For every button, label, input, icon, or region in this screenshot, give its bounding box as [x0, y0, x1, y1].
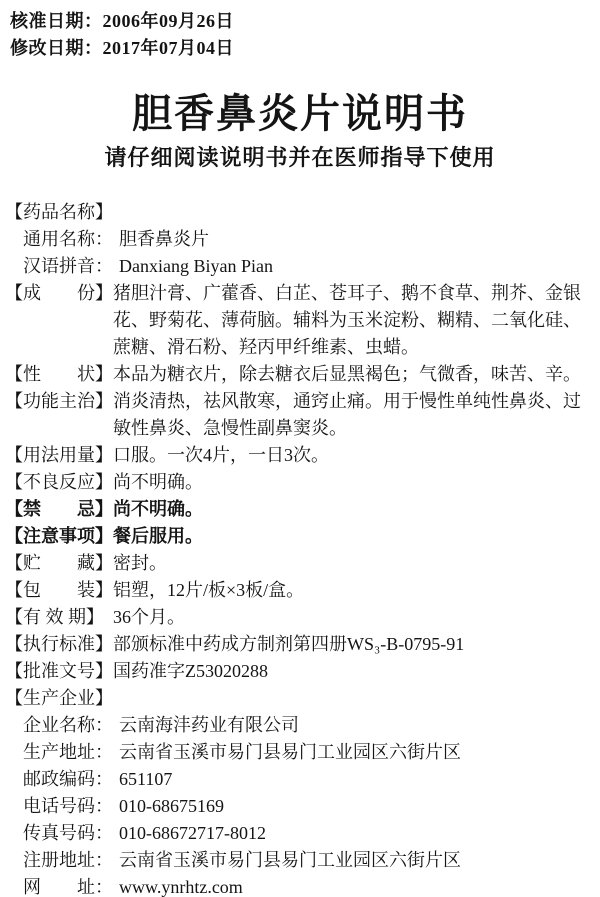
generic-name-value: 胆香鼻炎片: [119, 229, 209, 250]
page-title: 胆香鼻炎片说明书: [132, 92, 468, 136]
subsection-registered-address: [5, 847, 595, 874]
section-contraindications: [5, 496, 595, 523]
date-block: [0, 0, 600, 62]
adverse-reactions-label: 【不良反应】: [5, 472, 113, 493]
registered-address-value: 云南省玉溪市易门县易门工业园区六街片区: [119, 850, 461, 871]
revision-date-value: 2017年07月04日: [102, 38, 234, 58]
storage-label: 【贮 藏】: [5, 553, 113, 574]
section-storage: [5, 550, 595, 577]
packaging-value: 铝塑，12片/板×3板/盒。: [113, 580, 305, 601]
dosage-value: 口服。一次4片，一日3次。: [113, 445, 329, 466]
revision-date-line: [10, 35, 600, 62]
section-ingredients: [5, 280, 595, 361]
subsection-generic-name: [5, 226, 595, 253]
production-address-label: 生产地址：: [23, 742, 113, 763]
section-standard: [5, 631, 595, 658]
leaflet-body: [0, 199, 600, 897]
ingredients-label: 【成 份】: [5, 283, 113, 304]
section-drug-name: [5, 199, 595, 226]
subsection-website: [5, 874, 595, 897]
section-properties: [5, 361, 595, 388]
standard-value: 部颁标准中药成方制剂第四册WS₃-B-0795-91: [113, 634, 465, 655]
section-indications: [5, 388, 595, 442]
contraindications-label: 【禁 忌】: [5, 499, 113, 520]
section-validity: [5, 604, 595, 631]
contraindications-value: 尚不明确。: [113, 499, 203, 520]
section-precautions: [5, 523, 595, 550]
revision-date-label: 修改日期：: [10, 38, 103, 58]
company-name-label: 企业名称：: [23, 715, 113, 736]
indications-label: 【功能主治】: [5, 391, 113, 412]
storage-value: 密封。: [113, 553, 167, 574]
packaging-label: 【包 装】: [5, 580, 113, 601]
subsection-phone: [5, 793, 595, 820]
validity-value: 36个月。: [113, 607, 185, 628]
subsection-company-name: [5, 712, 595, 739]
subsection-production-address: [5, 739, 595, 766]
production-address-value: 云南省玉溪市易门县易门工业园区六街片区: [119, 742, 461, 763]
approval-date-line: [10, 8, 600, 35]
properties-label: 【性 状】: [5, 364, 113, 385]
pinyin-value: Danxiang Biyan Pian: [119, 256, 273, 277]
pinyin-label: 汉语拼音：: [23, 256, 113, 277]
indications-value: 消炎清热，祛风散寒，通窍止痛。用于慢性单纯性鼻炎、过敏性鼻炎、急慢性副鼻窦炎。: [113, 391, 581, 439]
section-adverse-reactions: [5, 469, 595, 496]
precautions-value: 餐后服用。: [113, 526, 203, 547]
subsection-pinyin: [5, 253, 595, 280]
section-packaging: [5, 577, 595, 604]
company-name-value: 云南海沣药业有限公司: [119, 715, 299, 736]
validity-label: 【有 效 期】: [5, 607, 104, 628]
approval-date-value: 2006年09月26日: [102, 11, 234, 31]
adverse-reactions-value: 尚不明确。: [113, 472, 203, 493]
fax-value: 010-68672717-8012: [119, 823, 266, 844]
generic-name-label: 通用名称：: [23, 229, 113, 250]
ingredients-value: 猪胆汁膏、广藿香、白芷、苍耳子、鹅不食草、荆芥、金银花、野菊花、薄荷脑。辅料为玉米淀粉、糊精、二氧化硅、蔗糖、滑石粉、羟丙甲纤维素、虫蜡。: [113, 283, 581, 358]
standard-label: 【执行标准】: [5, 634, 113, 655]
approval-date-label: 核准日期：: [10, 11, 103, 31]
subsection-fax: [5, 820, 595, 847]
approval-number-value: 国药准字Z53020288: [113, 661, 268, 682]
website-value: www.ynrhtz.com: [119, 877, 243, 897]
section-drug-name-label: 【药品名称】: [5, 202, 113, 223]
postal-code-label: 邮政编码：: [23, 769, 113, 790]
approval-number-label: 【批准文号】: [5, 661, 113, 682]
page-subtitle: 请仔细阅读说明书并在医师指导下使用: [104, 145, 496, 170]
postal-code-value: 651107: [119, 769, 173, 790]
section-dosage: [5, 442, 595, 469]
fax-label: 传真号码：: [23, 823, 113, 844]
phone-label: 电话号码：: [23, 796, 113, 817]
properties-value: 本品为糖衣片，除去糖衣后显黑褐色；气微香，味苦、辛。: [113, 364, 581, 385]
registered-address-label: 注册地址：: [23, 850, 113, 871]
subsection-postal-code: [5, 766, 595, 793]
precautions-label: 【注意事项】: [5, 526, 113, 547]
manufacturer-label: 【生产企业】: [5, 688, 113, 709]
website-label: 网 址：: [23, 877, 113, 897]
section-approval-number: [5, 658, 595, 685]
phone-value: 010-68675169: [119, 796, 224, 817]
dosage-label: 【用法用量】: [5, 445, 113, 466]
section-manufacturer: [5, 685, 595, 712]
